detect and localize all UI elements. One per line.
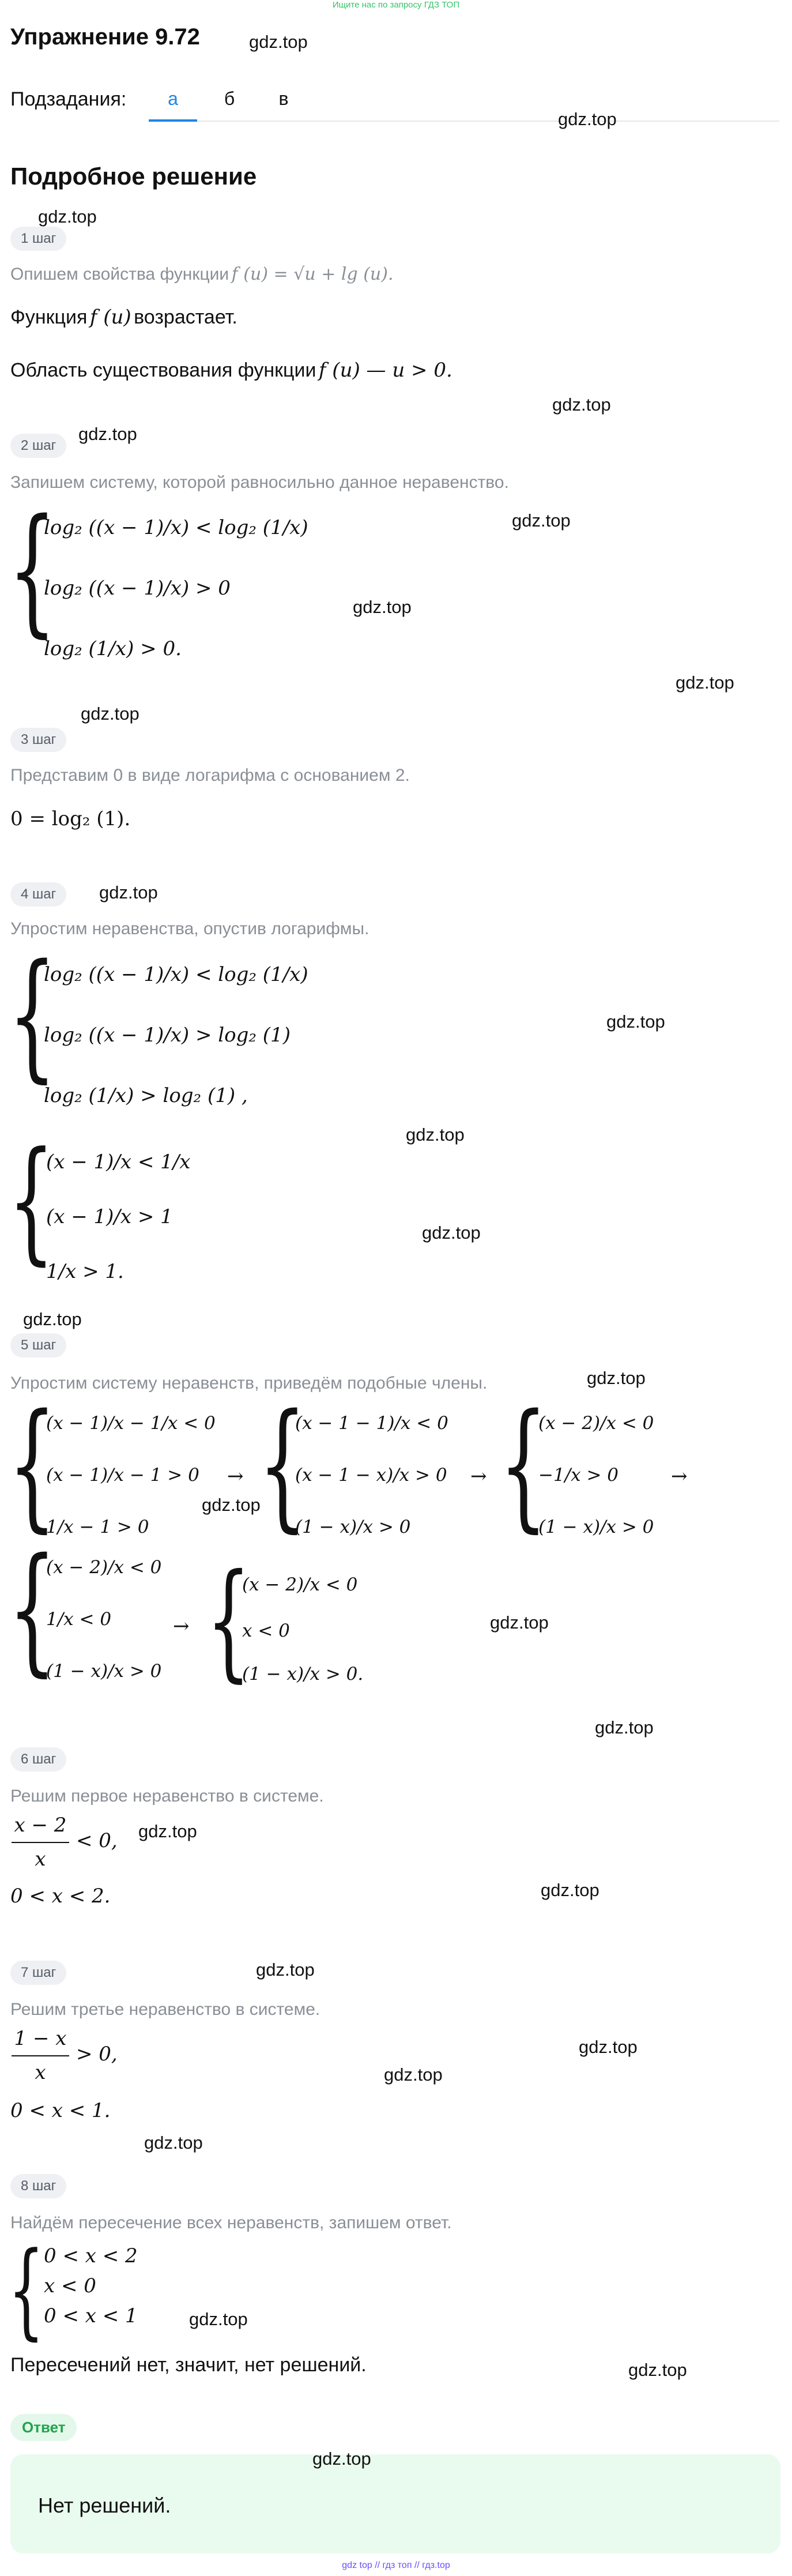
step-1-pill: 1 шаг [10,227,66,251]
system-line: −1/x > 0 [538,1465,619,1486]
top-banner[interactable]: Ищите нас по запросу ГДЗ ТОП [332,0,460,10]
line-text: Функция [10,306,88,328]
watermark: gdz.top [422,1223,481,1243]
arrow: → [671,1465,688,1488]
system-line: log₂ ((x − 1)/x) > 0 [44,577,231,600]
system-brace: { [8,1528,56,1690]
page-title: Упражнение 9.72 [10,24,200,50]
watermark: gdz.top [78,424,137,444]
watermark: gdz.top [384,2064,443,2085]
watermark: gdz.top [202,1495,261,1515]
watermark: gdz.top [541,1880,599,1900]
watermark: gdz.top [628,2360,687,2380]
step-4-pill: 4 шаг [10,882,66,907]
system-line: log₂ ((x − 1)/x) < log₂ (1/x) [44,516,308,539]
system-brace: { [258,1384,307,1545]
watermark: gdz.top [99,882,158,902]
step-1-hint [10,264,393,284]
tab-subtask-b[interactable]: б [224,88,235,109]
system-line: (1 − x)/x > 0 [46,1661,162,1682]
system-brace: { [206,1547,251,1694]
system-line: log₂ ((x − 1)/x) > log₂ (1) [44,1024,291,1047]
step-2-hint: Запишем систему, которой равносильно данное неравенство. [10,473,509,492]
system-line: (1 − x)/x > 0 [295,1517,411,1537]
system-line: (x − 1 − 1)/x < 0 [295,1413,448,1434]
step-3-pill: 3 шаг [10,728,66,752]
system-line: (x − 2)/x < 0 [242,1574,358,1595]
fraction-relation: < 0, [76,1829,118,1852]
system-line: (x − 2)/x < 0 [46,1557,162,1578]
header-site-label[interactable]: gdz.top [249,32,308,52]
system-line: 0 < x < 1 [44,2304,138,2327]
system-line: (x − 1)/x > 1 [46,1205,173,1228]
arrow: → [173,1615,190,1638]
system-line: 1/x > 1. [46,1260,124,1283]
answer-pill: Ответ [10,2414,77,2441]
line-formula: f (u) [89,306,131,329]
watermark: gdz.top [312,2449,371,2469]
watermark: gdz.top [38,206,97,227]
watermark: gdz.top [579,2037,638,2057]
watermark: gdz.top [595,1717,654,1738]
watermark: gdz.top [558,109,617,129]
system-line: log₂ ((x − 1)/x) < log₂ (1/x) [44,963,308,986]
line-formula: f (u) — u > 0. [318,359,452,382]
system-brace: { [8,1124,55,1278]
watermark: gdz.top [144,2133,203,2153]
system-brace: { [8,934,56,1096]
step-3-formula: 0 = log₂ (1). [10,807,131,830]
system-line: (1 − x)/x > 0. [242,1664,364,1684]
system-line: 1/x < 0 [46,1609,112,1630]
arrow: → [227,1465,244,1488]
system-brace: { [499,1384,548,1545]
line-text: Область существования функции [10,359,316,381]
watermark: gdz.top [490,1612,549,1633]
watermark: gdz.top [406,1125,465,1145]
step-2-pill: 2 шаг [10,434,66,458]
active-tab-indicator [149,119,197,122]
watermark: gdz.top [512,510,571,531]
watermark: gdz.top [353,597,412,617]
step-6-pill: 6 шаг [10,1747,66,1772]
tab-subtask-a[interactable]: а [168,88,178,109]
step-4-hint: Упростим неравенства, опустив логарифмы. [10,919,369,938]
system-line: 1/x − 1 > 0 [46,1517,149,1537]
watermark: gdz.top [189,2309,248,2329]
system-brace: { [8,489,56,650]
step-7-hint: Решим третье неравенство в системе. [10,2000,320,2019]
fraction-bar [12,2055,69,2056]
step-6-result: 0 < x < 2. [10,1885,111,1908]
system-brace: { [8,2230,44,2351]
hint-formula: f (u) = √u + lg (u). [231,264,394,284]
step-6-hint: Решим первое неравенство в системе. [10,1787,324,1806]
system-line: log₂ (1/x) > 0. [44,637,182,660]
system-line: (x − 1)/x − 1 > 0 [46,1465,199,1486]
fraction-bar [12,1842,69,1843]
system-line: x < 0 [44,2274,96,2297]
watermark: gdz.top [23,1309,82,1329]
watermark: gdz.top [676,672,734,693]
step-1-line-2 [10,359,452,382]
system-line: x < 0 [242,1620,290,1641]
step-8-hint: Найдём пересечение всех неравенств, запишем ответ. [10,2213,452,2232]
system-brace: { [8,1384,56,1545]
step-1-line-1 [10,306,237,329]
watermark: gdz.top [587,1368,646,1388]
system-line: (x − 2)/x < 0 [538,1413,654,1434]
watermark: gdz.top [256,1960,315,1980]
system-line: 0 < x < 2 [44,2244,138,2267]
watermark: gdz.top [138,1821,197,1841]
fraction-numerator: x − 2 [14,1814,67,1837]
subtasks-label: Подзадания: [10,88,127,110]
section-title: Подробное решение [10,163,257,190]
fraction-relation: > 0, [76,2043,118,2066]
hint-text: Опишем свойства функции [10,265,229,284]
step-7-result: 0 < x < 1. [10,2099,111,2122]
footer-links[interactable]: gdz top // гдз топ // гдз.top [342,2560,450,2570]
fraction-numerator: 1 − x [14,2027,67,2050]
system-line: (x − 1)/x − 1/x < 0 [46,1413,216,1434]
system-line: (x − 1 − x)/x > 0 [295,1465,447,1486]
step-8-pill: 8 шаг [10,2174,66,2198]
tabs-divider [149,121,779,122]
step-3-hint: Представим 0 в виде логарифма с основанием 2. [10,766,410,785]
fraction-denominator: x [35,1848,46,1871]
watermark: gdz.top [606,1011,665,1032]
step-7-pill: 7 шаг [10,1961,66,1985]
watermark: gdz.top [81,704,139,724]
arrow: → [470,1465,487,1488]
system-line: log₂ (1/x) > log₂ (1) , [44,1084,248,1107]
system-line: (x − 1)/x < 1/x [46,1150,191,1174]
answer-text: Нет решений. [38,2494,171,2517]
line-text-rest: возрастает. [134,306,237,328]
watermark: gdz.top [552,394,611,415]
fraction-denominator: x [35,2061,46,2084]
system-line: (1 − x)/x > 0 [538,1517,654,1537]
step-5-pill: 5 шаг [10,1333,66,1357]
step-5-hint: Упростим систему неравенств, приведём подобные члены. [10,1374,488,1393]
step-8-conclusion: Пересечений нет, значит, нет решений. [10,2354,367,2376]
tab-subtask-v[interactable]: в [278,88,289,109]
